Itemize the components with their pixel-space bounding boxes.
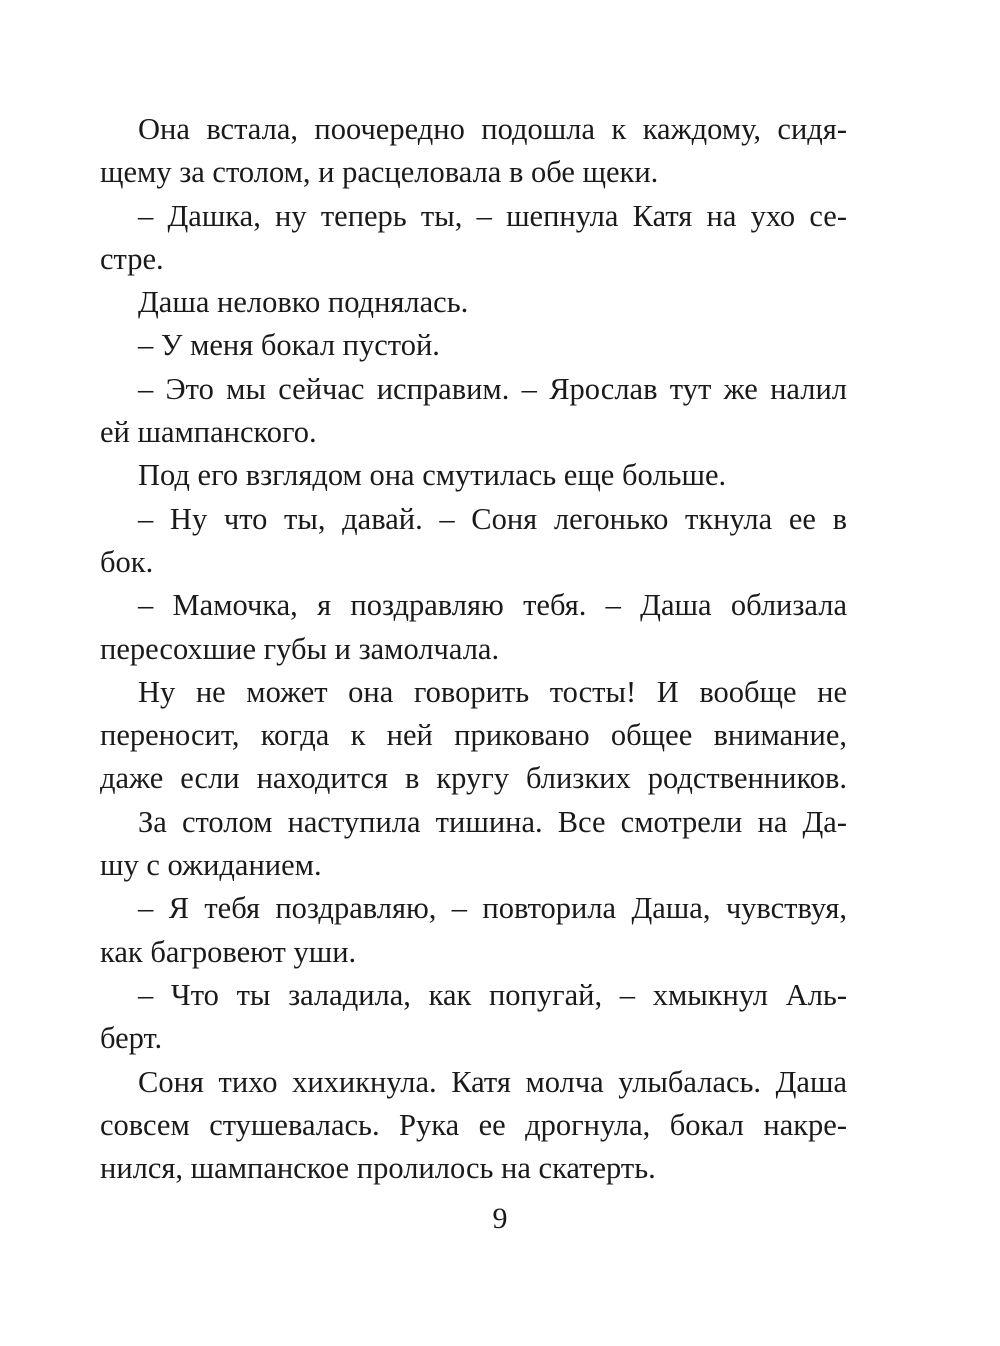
text-line: – Дашка, ну теперь ты, – шепнула Катя на ухо се-	[138, 198, 847, 233]
text-line: переносит, когда к ней приковано общее внимание,	[100, 718, 847, 753]
text-line: Даша неловко поднялась.	[138, 285, 469, 320]
text-line: берт.	[100, 1021, 163, 1056]
text-line: За столом наступила тишина. Все смотрели на Да-	[138, 804, 847, 839]
text-line: – Ну что ты, давай. – Соня легонько ткнула ее в	[138, 501, 847, 536]
text-line: как багровеют уши.	[100, 934, 357, 969]
text-line: Под его взглядом она смутилась еще больше.	[138, 458, 727, 493]
page-number: 9	[492, 1202, 508, 1235]
text-line: – Я тебя поздравляю, – повторила Даша, чувствуя,	[138, 891, 847, 926]
text-line: даже если находится в кругу близких родственников.	[100, 761, 847, 796]
body-text	[100, 108, 847, 1190]
text-line: щему за столом, и расцеловала в обе щеки.	[100, 155, 659, 190]
text-line: – Что ты заладила, как попугай, – хмыкнул Аль-	[138, 977, 847, 1012]
text-line: Соня тихо хихикнула. Катя молча улыбалась. Даша	[138, 1064, 847, 1099]
text-line: совсем стушевалась. Рука ее дрогнула, бокал накре-	[100, 1107, 847, 1142]
text-line: Она встала, поочередно подошла к каждому, сидя-	[138, 112, 847, 146]
text-line: шу с ожиданием.	[100, 848, 322, 883]
text-line: – Это мы сейчас исправим. – Ярослав тут же налил	[138, 371, 847, 406]
text-line: пересохшие губы и замолчала.	[100, 631, 500, 666]
text-line: – У меня бокал пустой.	[138, 328, 440, 363]
text-line: бок.	[100, 544, 154, 579]
text-line: – Мамочка, я поздравляю тебя. – Даша облизала	[138, 588, 847, 623]
text-line: нился, шампанское пролилось на скатерть.	[100, 1151, 656, 1186]
text-line: стре.	[100, 241, 164, 276]
text-line: ей шампанского.	[100, 415, 317, 450]
text-line: Ну не может она говорить тосты! И вообще не	[138, 674, 847, 709]
